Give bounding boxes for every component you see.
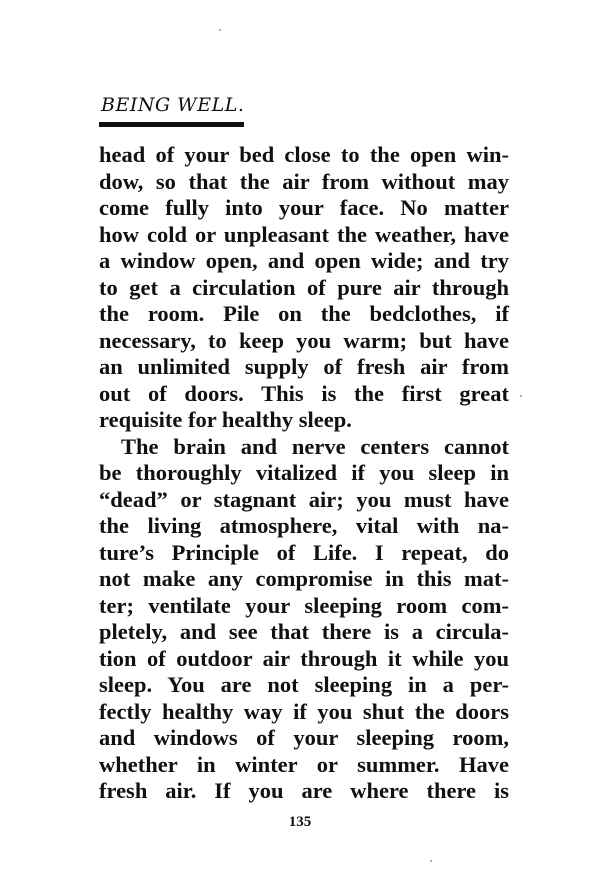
text-line: a window open, and open wide; and try xyxy=(99,248,509,273)
text-line: out of doors. This is the first great xyxy=(99,380,509,406)
running-head: BEING WELL. xyxy=(101,94,245,116)
text-line: the living atmosphere, vital with na- xyxy=(99,513,509,538)
text-line: the room. Pile on the bedclothes, if xyxy=(99,301,509,326)
text-line: fresh air. If you are where there is xyxy=(99,778,509,803)
paragraph xyxy=(99,434,509,805)
text-line: not make any compromise in this mat- xyxy=(99,566,509,591)
body-text xyxy=(99,142,509,805)
paragraph xyxy=(99,142,509,434)
text-line: necessary, to keep you warm; but have xyxy=(99,327,509,353)
text-line: how cold or unpleasant the weather, have xyxy=(99,221,509,247)
text-line: ter; ventilate your sleeping room com- xyxy=(99,592,509,618)
text-line: dow, so that the air from without may xyxy=(99,168,509,194)
text-line: pletely, and see that there is a circula- xyxy=(99,619,509,644)
text-line: ture’s Principle of Life. I repeat, do xyxy=(99,539,509,565)
text-line: an unlimited supply of fresh air from xyxy=(99,354,509,379)
text-line: be thoroughly vitalized if you sleep in xyxy=(99,460,509,485)
scan-speck xyxy=(219,29,221,31)
header-rule xyxy=(99,122,244,127)
scan-speck xyxy=(520,395,522,397)
text-line: requisite for healthy sleep. xyxy=(99,407,352,432)
text-line: to get a circulation of pure air through xyxy=(99,274,509,300)
page-number: 135 xyxy=(288,814,312,830)
text-line: head of your bed close to the open win- xyxy=(99,142,509,167)
text-line: and windows of your sleeping room, xyxy=(99,725,509,750)
text-line: “dead” or stagnant air; you must have xyxy=(99,486,509,512)
text-line: tion of outdoor air through it while you xyxy=(99,645,509,671)
text-line: whether in winter or summer. Have xyxy=(99,751,509,777)
text-line: The brain and nerve centers cannot xyxy=(121,433,509,459)
text-line: come fully into your face. No matter xyxy=(99,195,509,220)
scan-speck xyxy=(430,860,432,862)
text-line: sleep. You are not sleeping in a per- xyxy=(99,672,509,697)
text-line: fectly healthy way if you shut the doors xyxy=(99,698,509,724)
